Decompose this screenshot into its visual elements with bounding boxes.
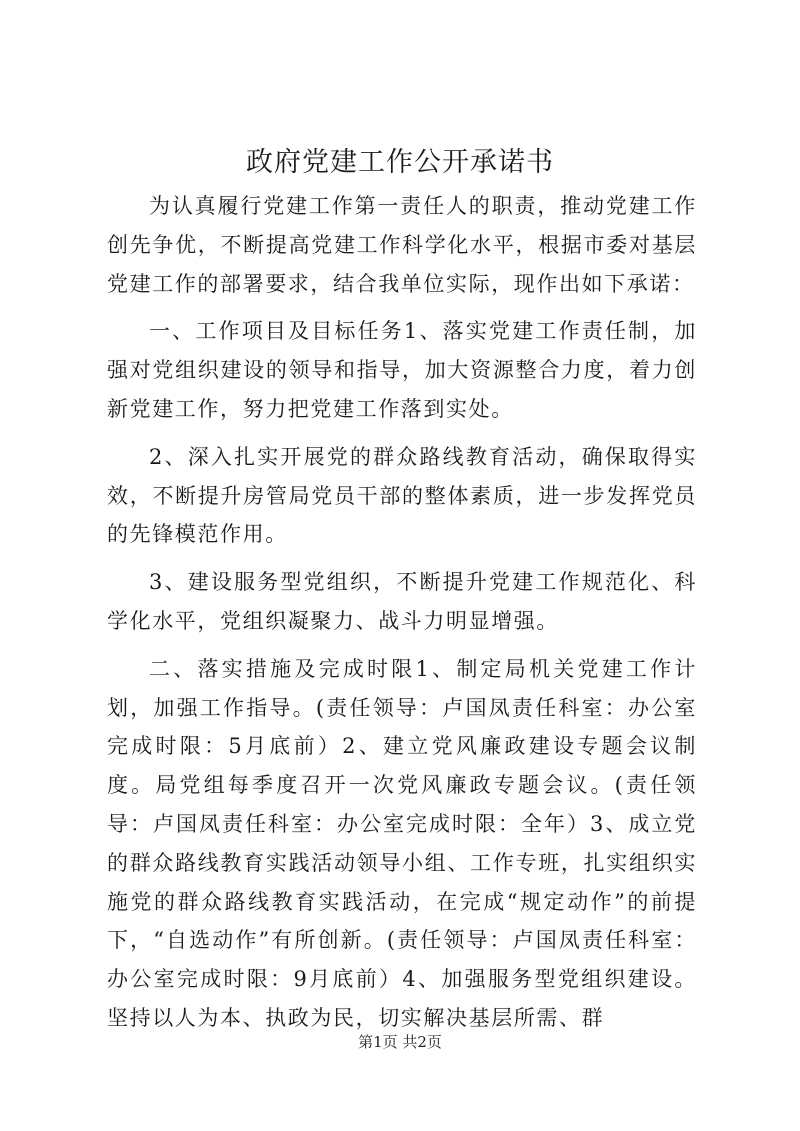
document-title: 政府党建工作公开承诺书: [246, 147, 554, 178]
paragraph-section-one: 一、工作项目及目标任务1、落实党建工作责任制，加强对党组织建设的领导和指导，加大资源整合力度，着力创新党建工作，努力把党建工作落到实处。: [107, 319, 697, 421]
document-body: [107, 187, 697, 1038]
paragraph-item-two: 2、深入扎实开展党的群众路线教育活动，确保取得实效，不断提升房管局党员干部的整体素质，进一步发挥党员的先锋模范作用。: [107, 444, 697, 547]
paragraph-item-three: 3、建设服务型党组织，不断提升党建工作规范化、科学化水平，党组织凝聚力、战斗力明显增强。: [107, 570, 697, 633]
page-number: 第1页 共2页: [358, 1033, 442, 1051]
paragraph-intro: 为认真履行党建工作第一责任人的职责，推动党建工作创先争优，不断提高党建工作科学化水平，根据市委对基层党建工作的部署要求，结合我单位实际，现作出如下承诺：: [107, 194, 697, 296]
paragraph-section-two: 二、落实措施及完成时限1、制定局机关党建工作计划，加强工作指导。(责任领导：卢国凤责任科室：办公室完成时限：5月底前）2、建立党风廉政建设专题会议制度。局党组每季度召开一次党风廉政专题会议。(责任领导：卢国凤责任科室：办公室完成时限：全年）3、成立党的群众路线教育实践活动领导小组、工作专班，扎实组织实施党的群众路线教育实践活动，在完成“规定动作”的前提下，“自选动作”有所创新。(责任领导：卢国凤责任科室：办公室完成时限：9月底前）4、加强服务型党组织建设。坚持以人为本、执政为民，切实解决基层所需、群: [107, 656, 697, 1030]
